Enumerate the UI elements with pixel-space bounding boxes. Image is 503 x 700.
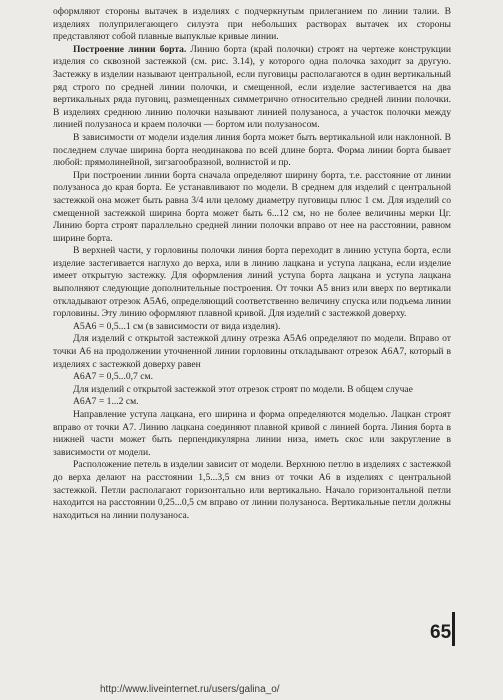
paragraph: При построении линии борта сначала определяют ширину борта, т.е. расстояние от линии полузаноса до края борта. Ее устанавливают по модели. В среднем для изделий с центральной застежкой она может быть равна 3/4 или целому диаметру пуговицы плюс 1 см. Для изделий со смещенной застежкой ширина борта может быть 6...12 см, но не более величины мерки Цг. Линию борта строят параллельно средней линии полочки вправо от нее на расстоянии, равном ширине борта. — [53, 169, 451, 244]
paragraph: Построение линии борта. Линию борта (край полочки) строят на чертеже конструкции изделия со сквозной застежкой (см. рис. 3.14), у которого одна полочка заходит за другую. Застежку в изделии называют центральной, если пуговицы располагаются в один вертикальный ряд строго по средней линии полочки, и смещенной, если изделие застегивается на два вертикальных ряда пуговиц, размещенных симметрично относительно средней линии полочки. В изделиях среднюю линию полочки называют линией полузаноса, а участок полочки между линией полузаноса и краем полочки — бортом или полузаносом. — [53, 43, 451, 131]
formula-line: А6А7 = 0,5...0,7 см. — [73, 371, 153, 383]
body-text — [53, 6, 451, 522]
paragraph: Направление уступа лацкана, его ширина и форма определяются моделью. Лацкан строят вправо от точки А7. Линию лацкана соединяют плавной кривой с линией борта. Линия борта в нижней части может быть перпендикулярна линии низа, иметь скос или закругление в зависимости от модели. — [53, 409, 451, 458]
paragraph: В верхней части, у горловины полочки линия борта переходит в линию уступа борта, если изделие застегивается наглухо до верха, или в линию лацкана и уступа лацкана, если изделие имеет открытую застежку. Для оформления линий уступа борта лацкана и уступа лацкана выполняют следующие дополнительные построения. От точки А5 вниз или вверх по вертикали откладывают отрезок А5А6, определяющий соответственно величину спуска или подъема линии горловины. Эту линию оформляют плавной кривой. Для изделий с застежкой доверху. — [53, 245, 451, 320]
source-url[interactable]: http://www.liveinternet.ru/users/galina_o/ — [100, 684, 280, 695]
paragraph: оформляют стороны вытачек в изделиях с подчеркнутым прилеганием по линии талии. В изделиях полуприлегающего силуэта при небольших растворах вытачек их стороны представляют собой плавные выпуклые кривые линии. — [53, 6, 451, 43]
page-number: 65 — [430, 622, 452, 643]
paragraph: Расположение петель в изделии зависит от модели. Верхнюю петлю в изделиях с застежкой до верха делают на расстоянии 1,5...3,5 см вниз от точки А6 в изделиях с центральной застежкой. Петли располагают горизонтально или вертикально. Начало горизонтальной петли находится на расстоянии 0,25...0,5 см вправо от линии полузаноса. Вертикальные петли должны находиться на линии полузаноса. — [53, 459, 451, 521]
paragraph: В зависимости от модели изделия линия борта может быть вертикальной или наклонной. В последнем случае ширина борта неодинакова по всей длине борта. Форма линии борта бывает любой: прямолинейной, зигзагообразной, волнистой и пр. — [53, 131, 451, 169]
page-number-bar — [452, 612, 455, 646]
paragraph: Для изделий с открытой застежкой длину отрезка А5А6 определяют по модели. Вправо от точки А6 на продолжении уточненной линии горловины откладывают отрезок А6А7, который в изделиях с застежкой доверху равен — [53, 333, 451, 370]
section-heading: Построение линии борта. — [73, 43, 187, 55]
paragraph: Для изделий с открытой застежкой этот отрезок строят по модели. В общем случае — [73, 383, 413, 395]
formula-line: А5А6 = 0,5...1 см (в зависимости от вида изделия). — [73, 320, 281, 332]
formula-line: А6А7 = 1...2 см. — [73, 396, 139, 408]
